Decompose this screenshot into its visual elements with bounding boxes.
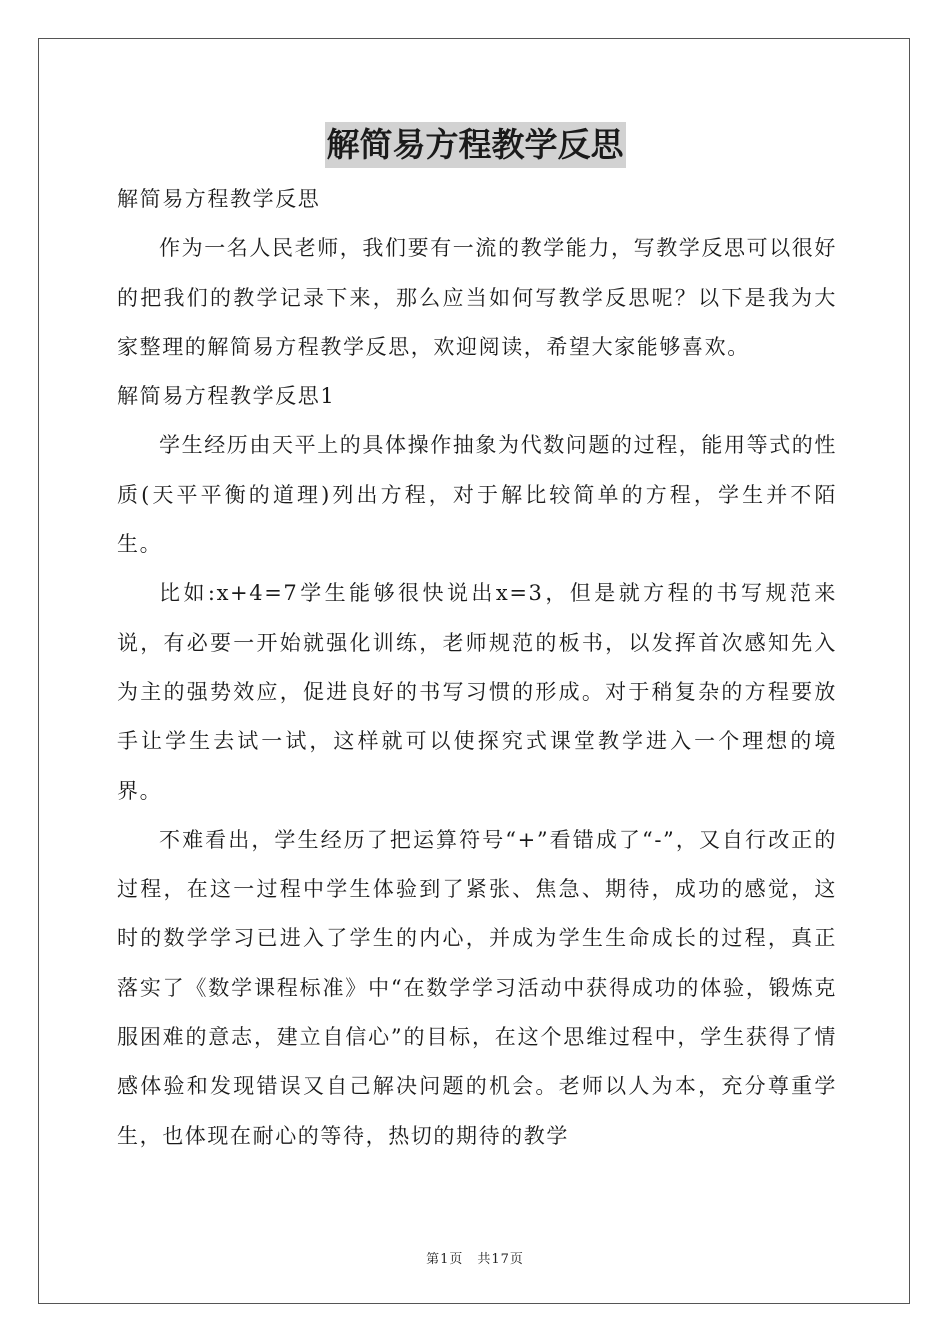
paragraph-body-2: 比如:x+4=7学生能够很快说出x=3，但是就方程的书写规范来说，有必要一开始就强化训练，老师规范的板书，以发挥首次感知先入为主的强势效应，促进良好的书写习惯的形成。对于稍复杂的方程要放手让学生去试一试，这样就可以使探究式课堂教学进入一个理想的境界。 bbox=[117, 581, 837, 803]
document-body bbox=[117, 175, 837, 1161]
document-title-container bbox=[0, 122, 950, 168]
paragraph-section-heading: 解简易方程教学反思1 bbox=[117, 384, 336, 409]
page-number-footer: 第1页 共17页 bbox=[426, 1252, 524, 1267]
paragraph-body-3: 不难看出，学生经历了把运算符号“+”看错成了“-”，又自行改正的过程，在这一过程中学生体验到了紧张、焦急、期待，成功的感觉，这时的数学学习已进入了学生的内心，并成为学生生命成长的过程，真正落实了《数学课程标准》中“在数学学习活动中获得成功的体验，锻炼克服困难的意志，建立自信心”的目标，在这个思维过程中，学生获得了情感体验和发现错误又自己解决问题的机会。老师以人为本，充分尊重学生，也体现在耐心的等待，热切的期待的教学 bbox=[117, 827, 837, 1148]
document-title: 解简易方程教学反思 bbox=[325, 122, 626, 168]
paragraph-body-1: 学生经历由天平上的具体操作抽象为代数问题的过程，能用等式的性质(天平平衡的道理)列出方程，对于解比较简单的方程，学生并不陌生。 bbox=[117, 433, 837, 557]
paragraph-intro: 作为一名人民老师，我们要有一流的教学能力，写教学反思可以很好的把我们的教学记录下来，那么应当如何写教学反思呢？以下是我为大家整理的解简易方程教学反思，欢迎阅读，希望大家能够喜欢。 bbox=[117, 236, 837, 359]
paragraph-subtitle: 解简易方程教学反思 bbox=[117, 187, 321, 211]
